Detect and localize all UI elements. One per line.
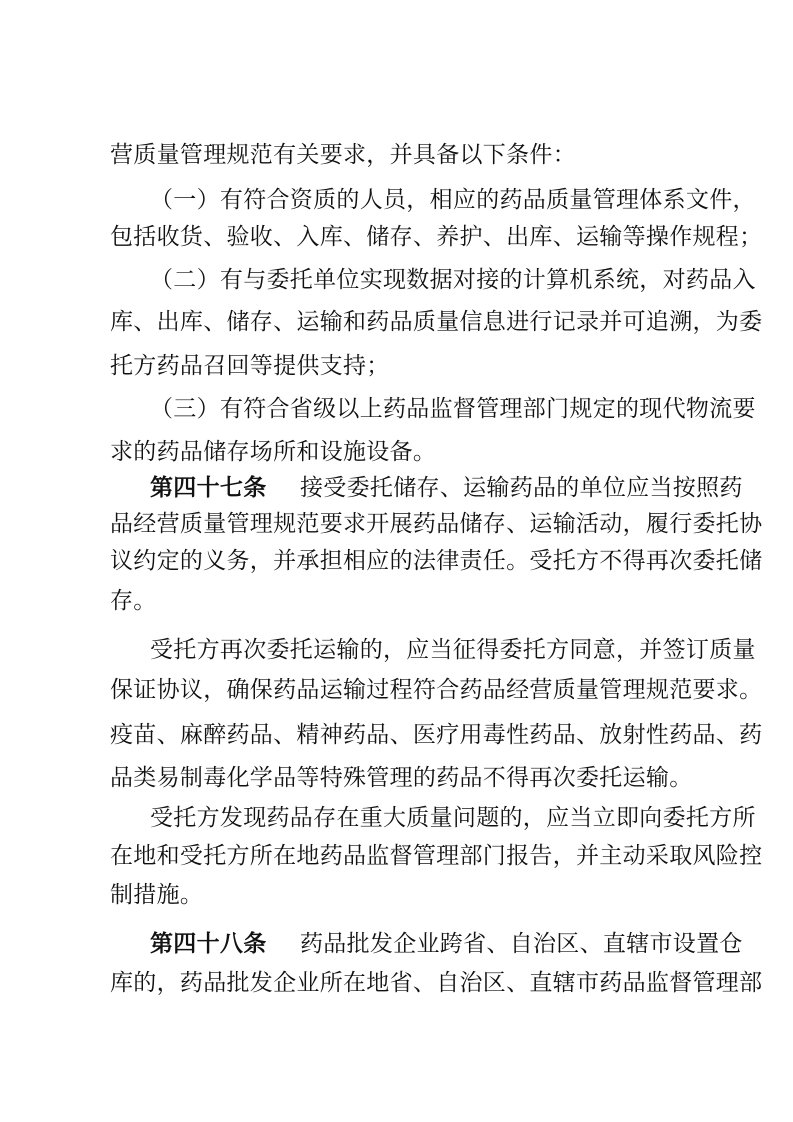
- article-heading: 第四十七条: [150, 475, 267, 501]
- article-47-first-line: [150, 473, 743, 503]
- text-line: 品经营质量管理规范要求开展药品储存、运输活动，履行委托协: [110, 511, 763, 537]
- text-line: 品类易制毒化学品等特殊管理的药品不得再次委托运输。: [110, 765, 693, 791]
- article-48-first-line: [150, 929, 743, 959]
- text-line: 疫苗、麻醉药品、精神药品、医疗用毒性药品、放射性药品、药: [110, 722, 763, 748]
- text-line: 制措施。: [110, 882, 204, 908]
- text-line: （一）有符合资质的人员，相应的药品质量管理体系文件，: [150, 187, 756, 213]
- text-line: 议约定的义务，并承担相应的法律责任。受托方不得再次委托储: [110, 548, 763, 574]
- text-line: 求的药品储存场所和设施设备。: [110, 439, 437, 465]
- text-line: 库、出库、储存、运输和药品质量信息进行记录并可追溯，为委: [110, 309, 763, 335]
- article-text: 药品批发企业跨省、自治区、直辖市设置仓: [300, 931, 743, 957]
- text-line: 受托方发现药品存在重大质量问题的，应当立即向委托方所: [150, 805, 756, 831]
- text-line: （三）有符合省级以上药品监督管理部门规定的现代物流要: [150, 396, 756, 422]
- text-line: 托方药品召回等提供支持；: [110, 353, 390, 379]
- text-line: 受托方再次委托运输的，应当征得委托方同意，并签订质量: [150, 637, 756, 663]
- text-line: 在地和受托方所在地药品监督管理部门报告，并主动采取风险控: [110, 843, 763, 869]
- article-heading: 第四十八条: [150, 931, 267, 957]
- text-line: 存。: [110, 588, 157, 614]
- text-line: 库的，药品批发企业所在地省、自治区、直辖市药品监督管理部: [110, 970, 763, 996]
- text-line: 营质量管理规范有关要求，并具备以下条件：: [110, 142, 576, 168]
- article-text: 接受委托储存、运输药品的单位应当按照药: [300, 475, 743, 501]
- text-line: （二）有与委托单位实现数据对接的计算机系统，对药品入: [150, 267, 756, 293]
- text-line: 包括收货、验收、入库、储存、养护、出库、运输等操作规程；: [110, 224, 763, 250]
- text-line: 保证协议，确保药品运输过程符合药品经营质量管理规范要求。: [110, 677, 763, 703]
